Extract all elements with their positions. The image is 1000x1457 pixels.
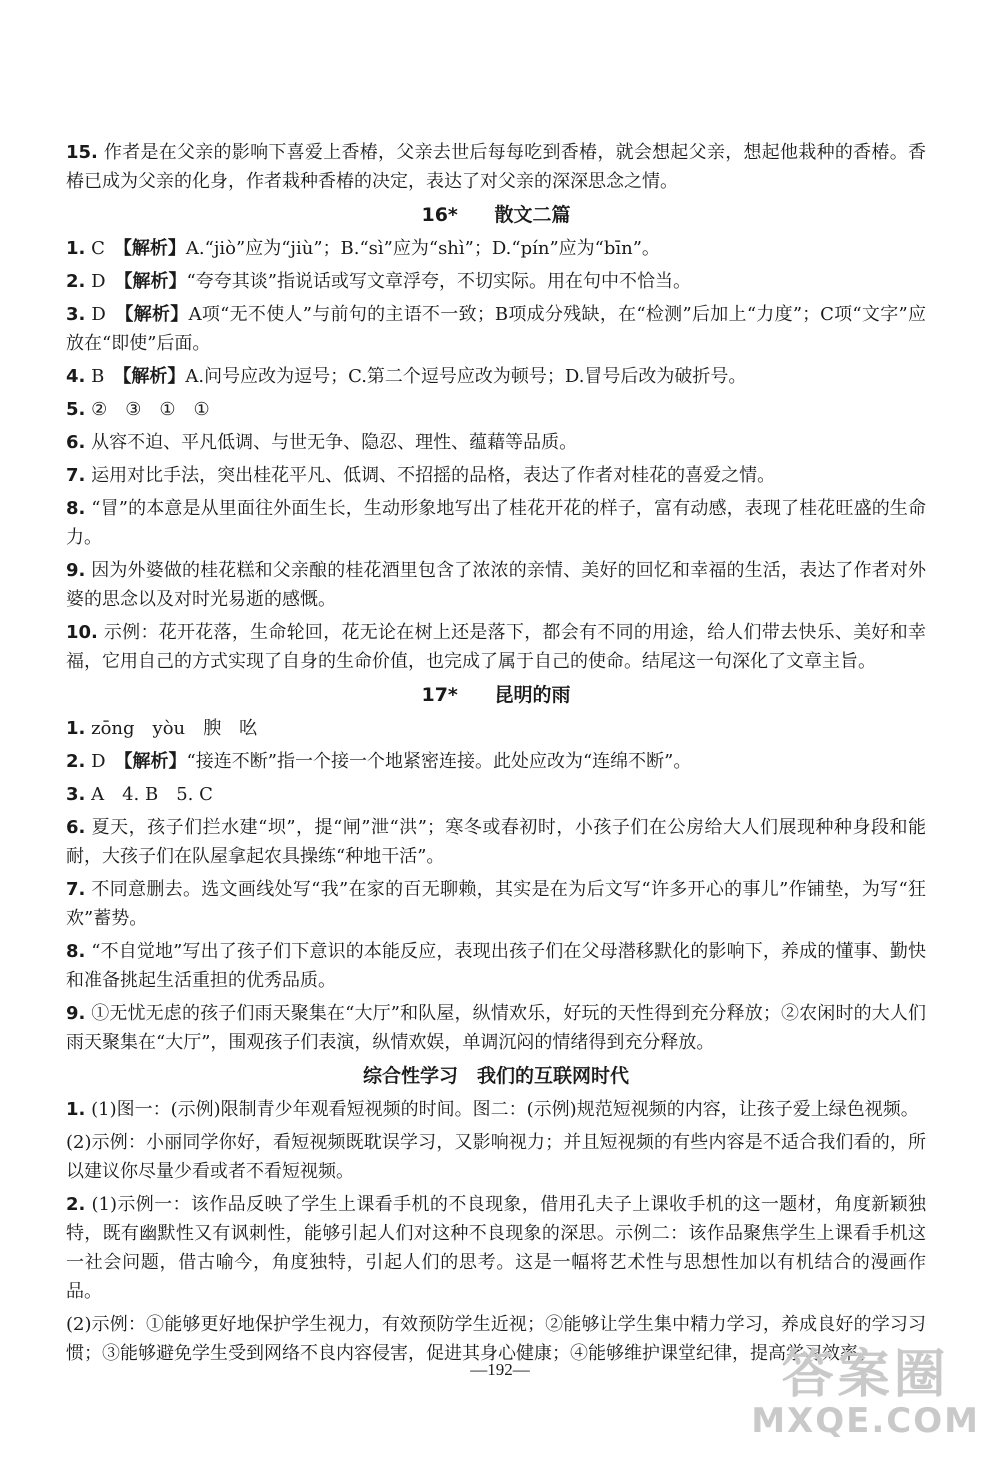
question-number: 8. (66, 498, 86, 519)
answer-text: “夸夸其谈”指说话或写文章浮夸，不切实际。用在句中不恰当。 (186, 271, 691, 292)
watermark-logo (751, 1347, 980, 1439)
question-number: 7. (66, 879, 86, 900)
answer-item (66, 267, 926, 296)
answer-item (66, 780, 926, 809)
answer-text: zōng yòu 腴 吆 (91, 718, 258, 739)
question-number: 2. (66, 751, 86, 772)
question-number: 3. (66, 304, 86, 325)
question-number: 4. (66, 366, 86, 387)
analysis-tag: 【解析】 (122, 238, 186, 259)
question-number: 6. (66, 817, 86, 838)
analysis-tag: 【解析】 (124, 304, 189, 325)
question-number: 1. (66, 238, 86, 259)
answer-text: A.“jiò”应为“jiù”；B.“sì”应为“shì”；D.“pín”应为“bīn”。 (185, 238, 660, 259)
answer-item (66, 875, 926, 933)
question-number: 10. (66, 622, 98, 643)
question-number: 9. (66, 560, 86, 581)
answer-text: ② ③ ① ① (91, 399, 210, 420)
watermark-line2: MXQE.COM (751, 1401, 980, 1441)
choice-letter: C (91, 238, 105, 259)
answer-text: “冒”的本意是从里面往外面生长，生动形象地写出了桂花开花的样子，富有动感，表现了桂花旺盛的生命力。 (66, 498, 926, 548)
answer-item (66, 813, 926, 871)
answer-text: 作者是在父亲的影响下喜爱上香椿，父亲去世后每每吃到香椿，就会想起父亲，想起他栽种的香椿。香椿已成为父亲的化身，作者栽种香椿的决定，表达了对父亲的深深思念之情。 (66, 142, 926, 192)
choice-letter: B (91, 366, 105, 387)
answer-text: A 4. B 5. C (91, 784, 213, 805)
question-number: 3. (66, 784, 86, 805)
answer-text: 不同意删去。选文画线处写“我”在家的百无聊赖，其实是在为后文写“许多开心的事儿”作铺垫，为写“狂欢”蓄势。 (66, 879, 926, 929)
answer-item (66, 747, 926, 776)
page-number: —192— (470, 1360, 530, 1379)
answer-item (66, 300, 926, 358)
answer-text: A项“无不使人”与前句的主语不一致；B项成分残缺，在“检测”后加上“力度”；C项“文字”应放在“即使”后面。 (66, 304, 926, 354)
answer-item (66, 937, 926, 995)
section-number: 16* (421, 204, 458, 226)
answer-text: 夏天，孩子们拦水建“坝”，提“闸”泄“洪”；寒冬或春初时，小孩子们在公房给大人们展现种种身段和能耐，大孩子们在队屋拿起农具操练“种地干活”。 (66, 817, 926, 867)
question-number: 7. (66, 465, 86, 486)
section-17-answers (66, 714, 926, 1057)
section-16-answers (66, 234, 926, 676)
question-number: 2. (66, 271, 86, 292)
answer-item (66, 618, 926, 676)
answer-text: A.问号应改为逗号；C.第二个逗号应改为顿号；D.冒号后改为破折号。 (185, 366, 747, 387)
answer-content (66, 138, 926, 1372)
question-number: 15. (66, 142, 98, 163)
watermark-line1: 答案圈 (781, 1345, 950, 1405)
answer-text: “接连不断”指一个接一个地紧密连接。此处应改为“连绵不断”。 (186, 751, 692, 772)
answer-item (66, 234, 926, 263)
question-number: 2. (66, 1194, 86, 1215)
answer-text: “不自觉地”写出了孩子们下意识的本能反应，表现出孩子们在父母潜移默化的影响下，养成的懂事、勤快和准备挑起生活重担的优秀品质。 (66, 941, 926, 991)
section-title: 昆明的雨 (494, 684, 571, 706)
section-number: 17* (421, 684, 458, 706)
section-title: 综合性学习 我们的互联网时代 (362, 1065, 629, 1087)
question-number: 1. (66, 718, 86, 739)
question-number: 1. (66, 1099, 86, 1120)
section-integrated-answers (66, 1095, 926, 1368)
question-number: 8. (66, 941, 86, 962)
question-number: 9. (66, 1003, 86, 1024)
answer-text: 运用对比手法，突出桂花平凡、低调、不招摇的品格，表达了作者对桂花的喜爱之情。 (91, 465, 776, 486)
choice-letter: D (91, 271, 106, 292)
answer-item (66, 556, 926, 614)
answer-item (66, 1190, 926, 1306)
answer-text: ①无忧无虑的孩子们雨天聚集在“大厅”和队屋，纵情欢乐，好玩的天性得到充分释放；②农闲时的大人们雨天聚集在“大厅”，围观孩子们表演，纵情欢娱，单调沉闷的情绪得到充分释放。 (66, 1003, 926, 1053)
analysis-tag: 【解析】 (123, 271, 187, 292)
analysis-tag: 【解析】 (122, 366, 186, 387)
question-number: 6. (66, 432, 86, 453)
question-number: 5. (66, 399, 86, 420)
answer-text: (1)图一：(示例)限制青少年观看短视频的时间。图二：(示例)规范短视频的内容，让孩子爱上绿色视频。 (91, 1099, 919, 1120)
answer-item (66, 494, 926, 552)
answer-text: (2)示例：小丽同学你好，看短视频既耽误学习，又影响视力；并且短视频的有些内容是不适合我们看的，所以建议你尽量少看或者不看短视频。 (66, 1132, 926, 1182)
answer-item (66, 461, 926, 490)
section-title: 散文二篇 (494, 204, 571, 226)
answer-item (66, 999, 926, 1057)
answer-item (66, 1128, 926, 1186)
answer-item (66, 428, 926, 457)
section-heading-17 (66, 680, 926, 710)
answer-15 (66, 138, 926, 196)
section-heading-16 (66, 200, 926, 230)
answer-item (66, 714, 926, 743)
choice-letter: D (91, 751, 106, 772)
answer-item (66, 362, 926, 391)
answer-item (66, 395, 926, 424)
section-heading-integrated (66, 1061, 926, 1091)
answer-text: (1)示例一：该作品反映了学生上课看手机的不良现象，借用孔夫子上课收手机的这一题材，角度新颖独特，既有幽默性又有讽刺性，能够引起人们对这种不良现象的深思。示例二：该作品聚焦学生上课看手机这一社会问题，借古喻今，角度独特，引起人们的思考。这是一幅将艺术性与思想性加以有机结合的漫画作品。 (66, 1194, 926, 1302)
answer-text: 从容不迫、平凡低调、与世无争、隐忍、理性、蕴藉等品质。 (91, 432, 578, 453)
answer-item (66, 1095, 926, 1124)
answer-text: 示例：花开花落，生命轮回，花无论在树上还是落下，都会有不同的用途，给人们带去快乐、美好和幸福，它用自己的方式实现了自身的生命价值，也完成了属于自己的使命。结尾这一句深化了文章主旨。 (66, 622, 926, 672)
analysis-tag: 【解析】 (123, 751, 187, 772)
choice-letter: D (91, 304, 106, 325)
answer-text: 因为外婆做的桂花糕和父亲酿的桂花酒里包含了浓浓的亲情、美好的回忆和幸福的生活，表达了作者对外婆的思念以及对时光易逝的感慨。 (66, 560, 926, 610)
answer-text: (2)示例：①能够更好地保护学生视力，有效预防学生近视；②能够让学生集中精力学习，养成良好的学习习惯；③能够避免学生受到网络不良内容侵害，促进其身心健康；④能够维护课堂纪律，提高学习效率。 (66, 1314, 926, 1364)
